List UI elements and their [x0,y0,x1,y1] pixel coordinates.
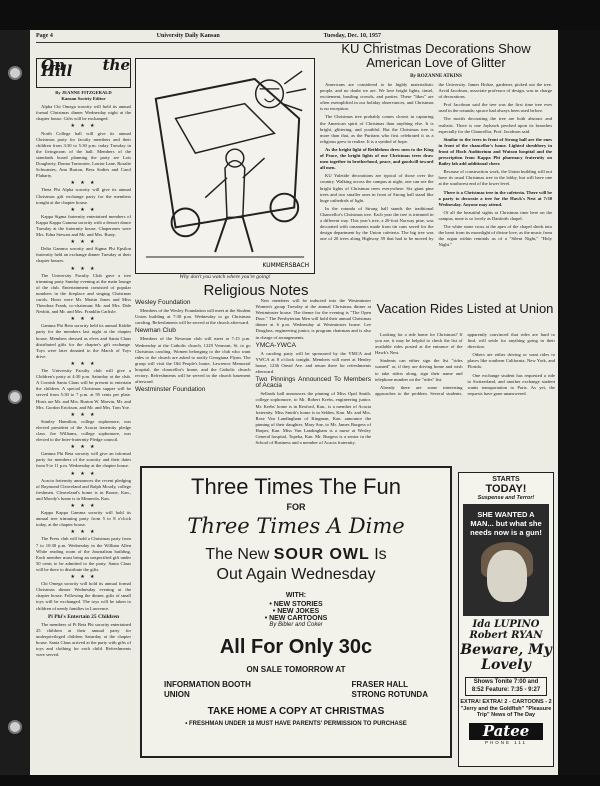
ad-product-prefix: The New [205,546,274,563]
article-paragraph: Looking for a ride home for Christmas? If you are, it may be helpful to check the list of available rides posted at the entrance of the Hawk's Nest. [375,332,463,356]
section-text: Sellards hall announces the pinning of Miss Opal Smith, college sophomore, to Mr. Robert Krebs, engineering junior. Mr. Krebs' home is in Rexford, Kan., is a member of Acacia fraternity. Miss Smith's home is in Selden, Kan. Mr. and Mrs. Rose Van Landingham of Kingman, Kan. announce the pinning of their daughter, Mary Sue, to Mr. James Burgess of Harper, Kan. Miss Van Landingham is a nurse at Wesley General hospital, Topeka, Kan. Mr. Burgess is a senior in the School of Business and a member of Acacia fraternity. [255,391,371,446]
theater-phone: PHONE 111 [484,739,528,745]
sour-owl-advertisement [140,466,452,758]
separator-stars-icon: ★ ★ ★ [70,317,97,323]
article-paragraph: The Christmas tree probably comes closest in capturing the American spirit of Christmas than anything else. It is bright, glittering, and youthful. But the Christmas tree is more than that, as the Puritans who first celebrated it as a religious grew to realize. It is a symbol of hope. [320,114,434,144]
article-paragraph: The motifs decorating the tree are both abstract and realistic. There is one Jayhawk perched upon its branches especially for the Chancellor, Prof. Jacobson said. [438,116,552,134]
movie-star-2: Robert RYAN [469,630,543,641]
column-byline [36,90,131,102]
society-item: The University Faculty club will give a Children's party at 4:30 p.m. Saturday at the club. A Cornish Santa Claus will be present to entertain the children. A special Christmas supper will be served from 5:30 to 7 p.m. at 95 cents per plate. Hosts are Mr. and Mrs. Burton W. Marvin, Mr. and Mrs. Gordon Erickson, and Mr. and Mrs. Tom Yoe. [36,368,131,410]
separator-stars-icon: ★ ★ ★ [70,445,97,451]
movie-title: Beware, My Lovely [460,642,552,673]
religious-notes-headline: Religious Notes [203,282,309,299]
byline-author: By JEANNE FITZGERALD [55,90,112,95]
separator-stars-icon: ★ ★ ★ [70,412,97,418]
cartoon-drawing [136,59,314,273]
section-text: A caroling party will be sponsored by the YMCA and YWCA at 8 o'clock tonight. Members will meet at Henley house, 1236 Oread Ave. and return there for refreshments afterward. [255,350,371,375]
section-heading: Two Pinnings Announced To Members of Acacia [255,376,371,390]
ad-feature-list [142,601,450,622]
vacation-headline-box [375,302,555,316]
section-text: Members of the Newman club will meet at 7:15 p.m. Wednesday at the Catholic church, 1229 Vermont, St. to go Christmas caroling. Women belonging to the club who want rides to the church are asked to notify Georgiana Flynn. The group will visit the Old People's home, Lawrence Memorial hospital, the chancellor's home, and the Catholic church rectory. Refreshments will be served in the church basement afterward. [135,336,251,385]
society-item: Kappa Kappa Gamma sorority will hold its annual tree trimming party from 5 to 8 o'clock today, at the chapter house. [36,510,131,528]
movie-tagline: SHE WANTED A MAN... but what she needs now is a gun! [470,510,542,537]
movie-extras: EXTRA! EXTRA! 2 - CARTOONS - 2 "Jerry and the Goldfish" "Pleasure Trip" News of The Day [460,699,552,718]
byline-role: Kansan Society Editor [61,96,106,102]
section-text: Members of the Wesley Foundation will meet at the Student Union building at 7:30 p.m. Wednesday to go Christmas caroling. Refreshments will be served at the church afterward. [135,308,251,326]
cartoon-caption: Why don't you watch where you're going! [179,274,271,280]
on-the-hill-masthead [36,58,131,88]
ad-price: All For Only 30c [219,636,373,658]
ad-for: FOR [286,502,306,512]
article-paragraph: Because of construction work, the Union building will not have its usual Christmas tree in the lobby, but will have one at the southwest end of the lower level. [438,169,552,187]
section-heading: Westminster Foundation [135,386,206,394]
society-item: The members of Pi Beta Phi sorority entertained 25 children at their annual party for underprivileged children Saturday at the chapter house. Santa Claus arrived at the party with gifts of toys and clothing for each child. Refreshments were served. [36,621,131,658]
society-item: Gamma Phi Beta sorority will give an informal party for members of the sorority and their dates from 9 to 11 p.m. Wednesday at the chapter house. [36,451,131,469]
religious-column [135,298,251,462]
movie-subtitle: Suspense and Terror! [477,495,535,501]
society-item: Chi Omega sorority will hold its annual formal Christmas dinner Wednesday evening at the chapter house. Following the dinner, gifts of small toys will be exchanged. The toys will be taken to children of needy families in Lawrence. [36,581,131,611]
article-paragraph: Already there are some interesting approaches to the problem. Several students, apparently convinced that rides are hard to find, will settle for anything going in their direction. [375,332,555,396]
ad-location-right: FRASER HALL STRONG ROTUNDA [351,680,428,699]
society-item: Stanley Hamilton, college sophomore, was elected president of the Acacia fraternity pledge class. Joe Williams, college sophomore, was elected to the Inter-fraternity Pledge council. [36,418,131,443]
ad-sale-notice: ON SALE TOMORROW AT [246,665,346,674]
article-paragraph: In the rotunda of Strong hall stands the traditional Chancellor's Christmas tree. Each year the tree is trimmed in a different way. This year's tree, a 20-foot Norway pine, was decorated with ornaments made from tin cans saved for the design department by the Union cafeteria. The big tree was one of 20 trees along Highway 59 that had to be moved by the University. James Holtze, gardener, picked out the tree. Arvid Jacobson, associate professor of design, was in charge of decorations. [320,82,552,242]
ad-product-suffix: Is [369,546,387,563]
article-paragraph: Prof Jacobson said the tree was the first time tree ever used in the rotunda; spruce had always been used before. [438,102,552,114]
article-paragraph: As the bright light of Bethlehem drew men to the King of Peace, the bright lights of our Christmas trees draw men together in brotherhood, peace, and goodwill toward all men. [320,146,434,171]
newspaper-page [30,30,558,775]
society-item: Acacia fraternity announces the recent pledging of Raymond Cleaveland and Ralph Moody, college freshmen. Cleaveland's home is in Boone, Kan., and Moody's home is in Minneola, Kan. [36,477,131,501]
editorial-cartoon [135,58,315,274]
binding-hole [8,66,22,80]
article-paragraph: Others are either driving or want rides to places like southern California, New York, and Florida. [467,352,555,370]
movie-showtimes: Shows Tonite 7:00 and 8:52 Feature: 7:35 - 9:27 [465,677,547,696]
separator-stars-icon: ★ ★ ★ [70,181,97,187]
article-paragraph: Of all the beautiful sights at Christmas time here on the campus, none is so lovely as Danforth chapel. [438,209,552,221]
movie-advertisement [458,472,554,767]
ad-product-name: SOUR OWL [273,546,370,563]
ku-article [320,82,552,282]
movie-today: TODAY! [485,483,527,495]
article-paragraph: Students can either sign the list "rides wanted" or, if they are driving home and wish to take riders along, sign their name and telephone number on the "rides" list. [375,358,463,382]
ku-byline: By ROZANNE ATKINS [410,74,462,79]
binding-hole [8,720,22,734]
cartoon-signature: KUMMERSBACH [262,261,310,269]
ad-release-day: Out Again Wednesday [216,566,376,583]
section-text: New members will be inducted into the Westminster Women's group Tuesday at the annual Christmas dinner at Westminster house. The theme for the evening is "The Open Door." The Presbyterian Men will hold their annual Christmas dinner at 6 p.m. Wednesday at Westminster house. Lee Douglass, engineering junior, is program chairman and is also in charge of arrangements. [255,298,371,340]
society-column [36,58,131,766]
page-number: Page 4 [36,33,53,39]
ad-feature: • NEW STORIES [269,601,323,608]
religious-notes-body [135,298,371,462]
separator-stars-icon: ★ ★ ★ [70,471,97,477]
society-item: North College hall will give its annual Christmas party for faculty members and their children from 3:30 to 5:30 p.m. today Tuesday in the livingroom of the hall. Members of the standards board planning the party are Lois Dougherty, Donna Turnwater, Louise Lane, Rosalie Schwantes, Ann Burton, Bess Sodies and Carol Flaharty. [36,130,131,179]
article-paragraph: There is a Christmas tree in the cafeteria. There will be a party to decorate a tree for the Hawk's Nest at 7:30 Wednesday. Anyone may attend. [438,189,552,207]
pi-phi-heading: Pi Phi's Entertain 25 Children [47,613,120,620]
binding-hole [8,390,22,404]
ad-credit: By Bibler and Coker [269,622,323,628]
society-item: Gamma Phi Beta sorority held its annual Kiddie party for the members last night at the chapter house. Members dressed as elves and Santa Claus distributed gifts for the chapter's gift exchange. Toys were later donated to the March of Toys drive. [36,323,131,359]
religious-column [256,298,372,462]
ad-feature: • NEW JOKES [272,608,320,615]
society-item: Alpha Chi Omega sorority will hold its annual formal Christmas dinner Wednesday night at the chapter house. Gifts will be exchanged. [36,104,131,122]
society-item: The Press club will hold a Christmas party from 7 to 10:30 p.m. Wednesday in the William Allen White reading room of the Journalism building. Each member must bring an unspecified gift under 50 cents to be admitted to the party. Santa Claus will be there to distribute the gifts. [36,536,131,572]
separator-stars-icon: ★ ★ ★ [70,361,97,367]
binding-strip [0,30,30,775]
ad-product-line [142,546,450,564]
article-paragraph: The white stone cross at the apex of the chapel sheds into the heart from its moonlight of divine love, as the music from the organ within reminds us of a "Silent Night," "Holy Night." [438,223,552,248]
society-item: Kappa Sigma fraternity entertained members of Kappa Kappa Gamma sorority with a dessert dance Tuesday at the fraternity house. Chaperones were Mrs. Edna Stewart and Mr. and Mrs. Rusty. [36,213,131,238]
separator-stars-icon: ★ ★ ★ [70,504,97,509]
movie-star-1: Ida LUPINO [472,619,540,630]
society-item: Theta Phi Alpha sorority will give its annual Christmas gift exchange party for the members tonight at the chapter house. [36,187,131,205]
society-item: Delta Gamma sorority and Sigma Phi Epsilon fraternity held an exchange dinner Tuesday at their chapter houses. [36,246,131,264]
separator-stars-icon: ★ ★ ★ [70,530,97,536]
vacation-headline: Vacation Rides Listed at Union [376,301,554,316]
article-paragraph: Similar to the trees in front of Strong hall are the ones in front of the chancellor's home. Lighted shrubbery in front of Hoch Auditorium and Watson hospital and the prescription from Kappa Phi pharmacy fraternity on Bailey lab add additional cheer. [438,136,552,167]
separator-stars-icon: ★ ★ ★ [70,240,97,246]
separator-stars-icon: ★ ★ ★ [70,124,97,130]
ku-headline: KU Christmas Decorations Show American Love of Glitter [341,41,531,70]
ad-locations [142,680,450,700]
section-heading: Newman Club [135,327,176,335]
movie-photo [463,504,549,616]
separator-stars-icon: ★ ★ ★ [70,575,97,581]
theater-logo: Patee [469,723,543,740]
actress-face-shape [487,550,527,602]
section-heading: Wesley Foundation [135,299,191,306]
vacation-article [375,332,555,460]
ad-fine-print: • FRESHMAN UNDER 18 MUST HAVE PARENTS' PERMISSION TO PURCHASE [185,721,407,727]
ad-take-home: TAKE HOME A COPY AT CHRISTMAS [207,706,385,717]
column-title: On the Hill [41,58,130,81]
article-paragraph: KU Yuletide decorations are typical of those over the country. Walking across the campus at night, one can see the bright lights of Christmas trees everywhere. Six giant pine trees and two smaller ones in front of Strong hall stand like huge cathedrals of light. [320,173,434,203]
ad-subheadline: Three Times A Dime [187,514,405,538]
ad-with: WITH: [285,592,307,599]
section-heading: YMCA-YWCA [255,341,296,349]
article-paragraph: Americans are considered to be highly materialistic people, and no doubt we are. We love bright lights, tinsel, excitement, bustling crowds, and parties. These "likes" are often exemplified in our holiday observances, and Christmas is no exception. [320,82,434,112]
ad-headline: Three Times The Fun [191,474,401,499]
ad-feature: • NEW CARTOONS [264,615,328,622]
separator-stars-icon: ★ ★ ★ [70,207,97,213]
article-paragraph: One exchange student has requested a ride to Switzerland, and another exchange student wants transportation to Paris. As yet, the requests have gone unanswered. [467,372,555,396]
ad-location-left: INFORMATION BOOTH UNION [164,680,251,699]
movie-starts: STARTS [492,476,520,483]
paper-name: University Daily Kansan [156,33,220,39]
page-date: Tuesday, Dec. 10, 1957 [323,33,381,39]
scan-edge [558,30,600,775]
separator-stars-icon: ★ ★ ★ [70,266,97,272]
society-item: The University Faculty Club gave a tree trimming party Sunday evening at the main lounge of the club. Entertainment consisted of popular numbers in the fireplace and singing Christmas carols. Hosts were Mr. Martin Jones and Miss Theodora Frank, co-chairman; Mr. and Mrs. Dale Nesbitt, and Mr. and Mrs. Franklin Carlisle. [36,272,131,315]
